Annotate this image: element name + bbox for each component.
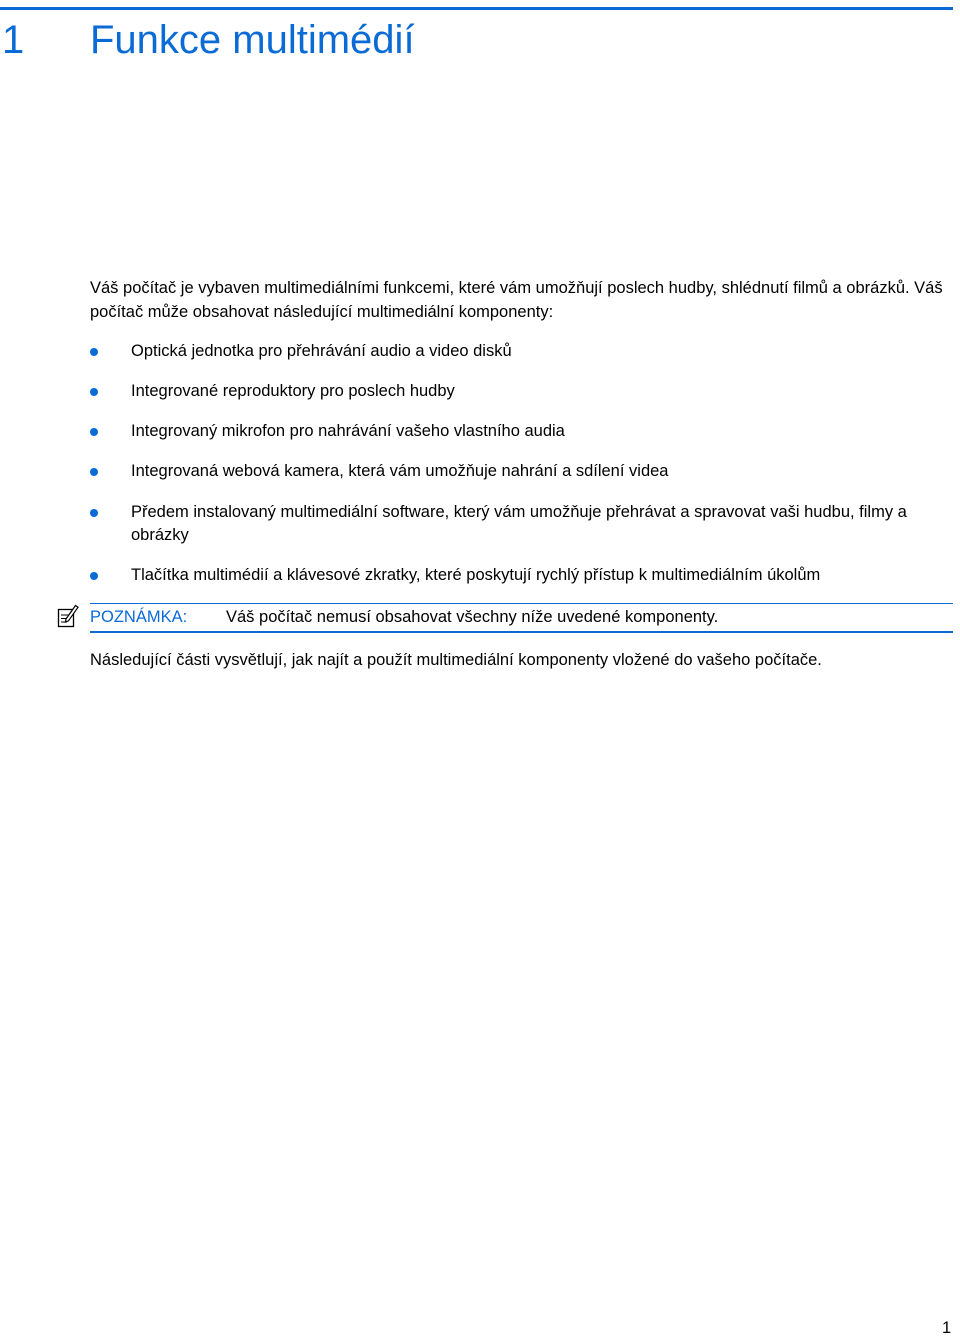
chapter-number: 1 (2, 18, 25, 62)
closing-paragraph: Následující části vysvětlují, jak najít a použít multimediální komponenty vložené do vašeho počítače. (90, 651, 822, 669)
list-item (90, 340, 956, 363)
bullet-icon (90, 468, 98, 476)
list-item-text: Integrované reproduktory pro poslech hudby (131, 382, 455, 400)
list-item-text: Integrovaný mikrofon pro nahrávání vašeho vlastního audia (131, 422, 565, 440)
list-item-text: Tlačítka multimédií a klávesové zkratky, které poskytují rychlý přístup k multimediálním úkolům (131, 566, 821, 584)
note-text: Váš počítač nemusí obsahovat všechny níže uvedené komponenty. (226, 608, 719, 626)
note-top-rule (90, 603, 953, 604)
bullet-icon (90, 428, 98, 436)
bullet-icon (90, 388, 98, 396)
bullet-icon (90, 348, 98, 356)
list-item (90, 460, 956, 483)
note-bottom-rule (90, 631, 953, 633)
note-pencil-icon (57, 604, 79, 628)
chapter-heading (2, 14, 415, 66)
list-item-text: Optická jednotka pro přehrávání audio a video disků (131, 342, 512, 360)
bullet-icon (90, 509, 98, 517)
list-item-text: Předem instalovaný multimediální software, který vám umožňuje přehrávat a spravovat vaši hudbu, filmy a obrázky (131, 503, 907, 544)
list-item (90, 380, 956, 403)
chapter-title: Funkce multimédií (90, 18, 415, 62)
page-number: 1 (942, 1319, 952, 1337)
bullet-icon (90, 572, 98, 580)
list-item (90, 564, 956, 587)
list-item-text: Integrovaná webová kamera, která vám umožňuje nahrání a sdílení videa (131, 462, 669, 480)
intro-paragraph: Váš počítač je vybaven multimediálními funkcemi, které vám umožňují poslech hudby, shlédnutí filmů a obrázků. Váš počítač může obsahovat následující multimediální komponenty: (90, 279, 943, 321)
note-label: POZNÁMKA: (90, 608, 188, 626)
note-box (57, 603, 953, 633)
list-item (90, 501, 956, 547)
list-item (90, 420, 956, 443)
chapter-top-rule (0, 7, 953, 10)
